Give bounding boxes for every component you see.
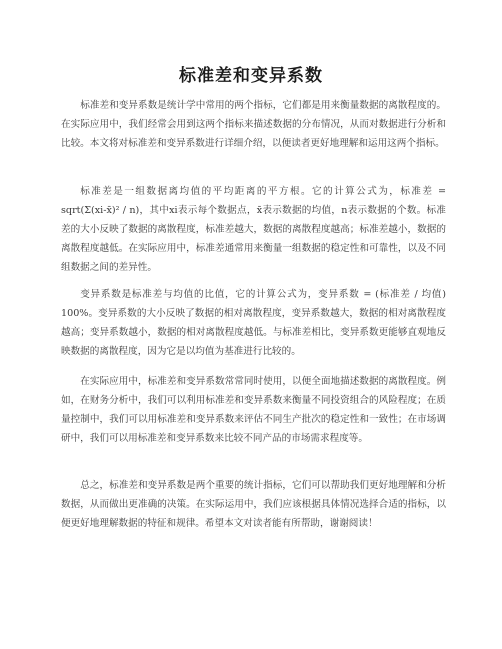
paragraph-standard-deviation: 标准差是一组数据离均值的平均距离的平方根。它的计算公式为，标准差 = sqrt(Σ(xi-x̄)² / n)，其中xi表示每个数据点，x̄表示数据的均值，n表示数据的个数。标准差的大小反映了数据的离散程度，标准差越大，数据的离散程度越高；标准差越小，数据的离散程度越低。在实际应用中，标准差通常用来衡量一组数据的稳定性和可靠性，以及不同组数据之间的差异性。 xyxy=(61,186,446,274)
document-title: 标准差和变异系数 xyxy=(179,66,323,86)
paragraph-coefficient-of-variation: 变异系数是标准差与均值的比值，它的计算公式为，变异系数 = (标准差 / 均值) 100%。变异系数的大小反映了数据的相对离散程度，变异系数越大，数据的相对离散程度越高；变异系数越小，数据的相对离散程度越低。与标准差相比，变异系数更能够直观地反映数据的离散程度，因为它是以均值为基准进行比较的。 xyxy=(61,289,446,358)
paragraph-applications: 在实际应用中，标准差和变异系数常常同时使用，以便全面地描述数据的离散程度。例如，在财务分析中，我们可以利用标准差和变异系数来衡量不同投资组合的风险程度；在质量控制中，我们可以用标准差和变异系数来评估不同生产批次的稳定性和一致性；在市场调研中，我们可以用标准差和变异系数来比较不同产品的市场需求程度等。 xyxy=(61,376,446,445)
paragraph-intro: 标准差和变异系数是统计学中常用的两个指标，它们都是用来衡量数据的离散程度的。在实际应用中，我们经常会用到这两个指标来描述数据的分布情况，从而对数据进行分析和比较。本文将对标准差和变异系数进行详细介绍，以便读者更好地理解和运用这两个指标。 xyxy=(61,100,446,150)
paragraph-conclusion: 总之，标准差和变异系数是两个重要的统计指标，它们可以帮助我们更好地理解和分析数据，从而做出更准确的决策。在实际运用中，我们应该根据具体情况选择合适的指标，以便更好地理解数据的特征和规律。希望本文对读者能有所帮助，谢谢阅读！ xyxy=(61,480,446,530)
